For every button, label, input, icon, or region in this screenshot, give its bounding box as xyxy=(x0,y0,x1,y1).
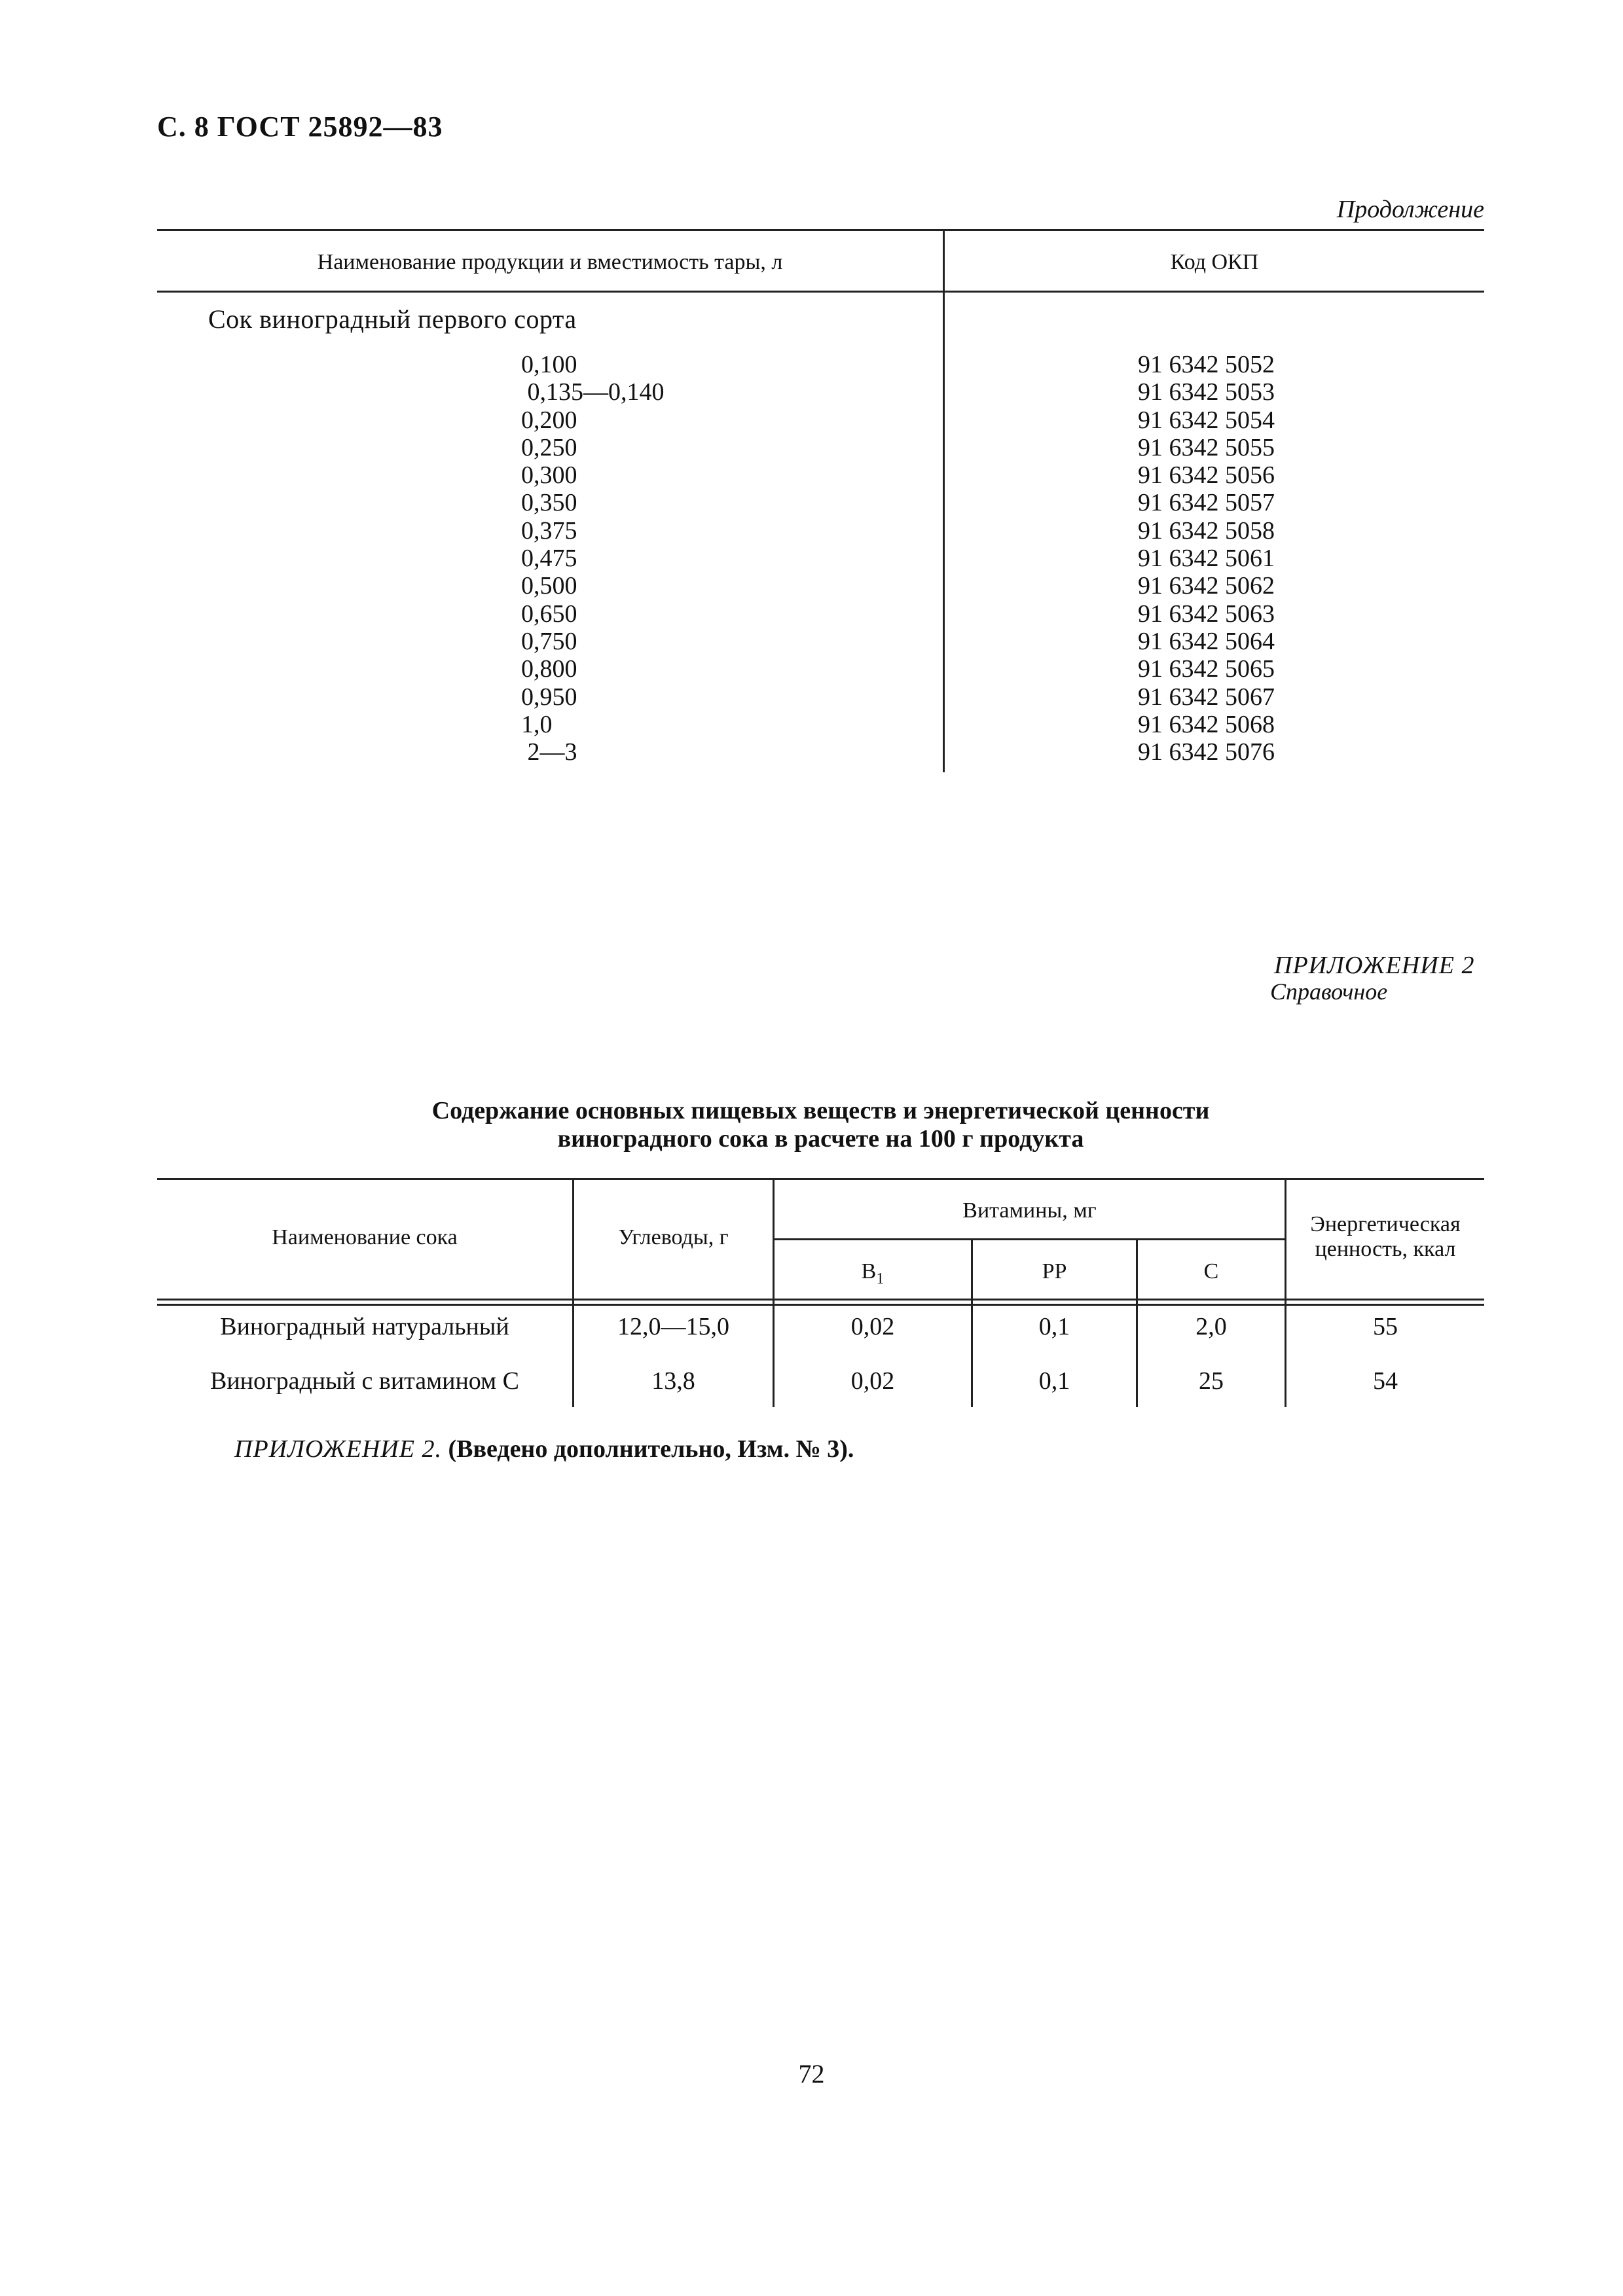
volume-value: 0,250 xyxy=(521,433,577,461)
okp-code-value: 91 6342 5052 xyxy=(1138,351,1275,378)
cell-b1: 0,02 xyxy=(850,1313,895,1340)
okp-code-value: 91 6342 5054 xyxy=(1138,406,1275,434)
volume-value: 0,950 xyxy=(521,683,577,711)
okp-code-value: 91 6342 5056 xyxy=(1138,461,1275,490)
okp-code-value: 91 6342 5063 xyxy=(1138,600,1275,628)
cell-c: 25 xyxy=(1199,1367,1224,1395)
table-rule-header xyxy=(157,291,1484,293)
volume-value: 0,200 xyxy=(521,406,577,434)
okp-code-value: 91 6342 5053 xyxy=(1138,378,1275,406)
column-header-pp: PP xyxy=(1042,1259,1067,1283)
column-header-product: Наименование продукции и вместимость тары, л xyxy=(317,250,783,274)
table-caption-line1: Содержание основных пищевых веществ и энергетической ценности xyxy=(431,1097,1210,1124)
cell-carbs: 13,8 xyxy=(651,1367,695,1395)
volume-value: 0,650 xyxy=(521,600,577,628)
okp-code-value: 91 6342 5065 xyxy=(1138,655,1275,683)
cell-energy: 55 xyxy=(1373,1313,1398,1340)
okp-code-value: 91 6342 5061 xyxy=(1138,545,1275,573)
column-header-energy-line2: ценность, ккал xyxy=(1315,1237,1456,1261)
okp-code-list xyxy=(1138,351,1275,766)
cell-energy: 54 xyxy=(1373,1367,1398,1395)
column-header-b1: $B_1$ xyxy=(861,1259,884,1287)
okp-code-value: 91 6342 5064 xyxy=(1138,627,1275,655)
volume-value: 0,475 xyxy=(521,545,577,573)
cell-c: 2,0 xyxy=(1195,1313,1227,1340)
okp-code-value: 91 6342 5062 xyxy=(1138,572,1275,600)
column-header-c: C xyxy=(1203,1259,1219,1283)
cell-pp: 0,1 xyxy=(1038,1367,1070,1395)
volume-value: 0,750 xyxy=(521,627,577,655)
volume-value: 0,135—0,140 xyxy=(521,378,665,406)
volume-value: 0,350 xyxy=(521,489,577,517)
cell-carbs: 12,0—15,0 xyxy=(617,1313,729,1340)
okp-code-value: 91 6342 5068 xyxy=(1138,710,1275,738)
volume-value: 0,375 xyxy=(521,516,577,545)
cell-pp: 0,1 xyxy=(1038,1313,1070,1340)
product-group-label: Сок виноградный первого сорта xyxy=(208,304,577,334)
column-header-carbs: Углеводы, г xyxy=(618,1225,729,1249)
volume-value: 0,300 xyxy=(521,461,577,490)
cell-b1: 0,02 xyxy=(850,1367,895,1395)
table-rule-vitamins xyxy=(773,1238,1285,1240)
volume-list xyxy=(521,351,665,766)
table-caption-line2: виноградного сока в расчете на 100 г продукта xyxy=(557,1125,1084,1153)
volume-value: 1,0 xyxy=(521,710,553,738)
document-header: С. 8 ГОСТ 25892—83 xyxy=(157,111,443,143)
continuation-label: Продолжение xyxy=(1336,196,1484,223)
amendment-note xyxy=(234,1435,854,1463)
column-header-juice-name: Наименование сока xyxy=(272,1225,458,1249)
volume-value: 0,500 xyxy=(521,572,577,600)
amendment-note-text: (Введено дополнительно, Изм. № 3). xyxy=(448,1435,854,1463)
okp-code-value: 91 6342 5067 xyxy=(1138,683,1275,711)
appendix-title: ПРИЛОЖЕНИЕ 2 xyxy=(1274,952,1475,979)
cell-juice-name: Виноградный натуральный xyxy=(220,1313,509,1340)
okp-code-value: 91 6342 5055 xyxy=(1138,433,1275,461)
table-rule-top xyxy=(157,229,1484,231)
volume-value: 2—3 xyxy=(521,738,577,766)
okp-code-value: 91 6342 5057 xyxy=(1138,489,1275,517)
page-number: 72 xyxy=(798,2059,825,2089)
volume-value: 0,100 xyxy=(521,351,577,378)
okp-code-value: 91 6342 5076 xyxy=(1138,738,1275,766)
appendix-subtitle: Справочное xyxy=(1270,978,1388,1005)
okp-code-value: 91 6342 5058 xyxy=(1138,516,1275,545)
amendment-note-label: ПРИЛОЖЕНИЕ 2. xyxy=(234,1435,442,1463)
column-header-okp-code: Код ОКП xyxy=(1170,250,1259,274)
table-column-divider xyxy=(943,229,945,772)
column-header-vitamins: Витамины, мг xyxy=(962,1198,1097,1223)
cell-juice-name: Виноградный с витамином С xyxy=(210,1367,519,1395)
volume-value: 0,800 xyxy=(521,655,577,683)
column-header-energy-line1: Энергетическая xyxy=(1310,1212,1461,1236)
